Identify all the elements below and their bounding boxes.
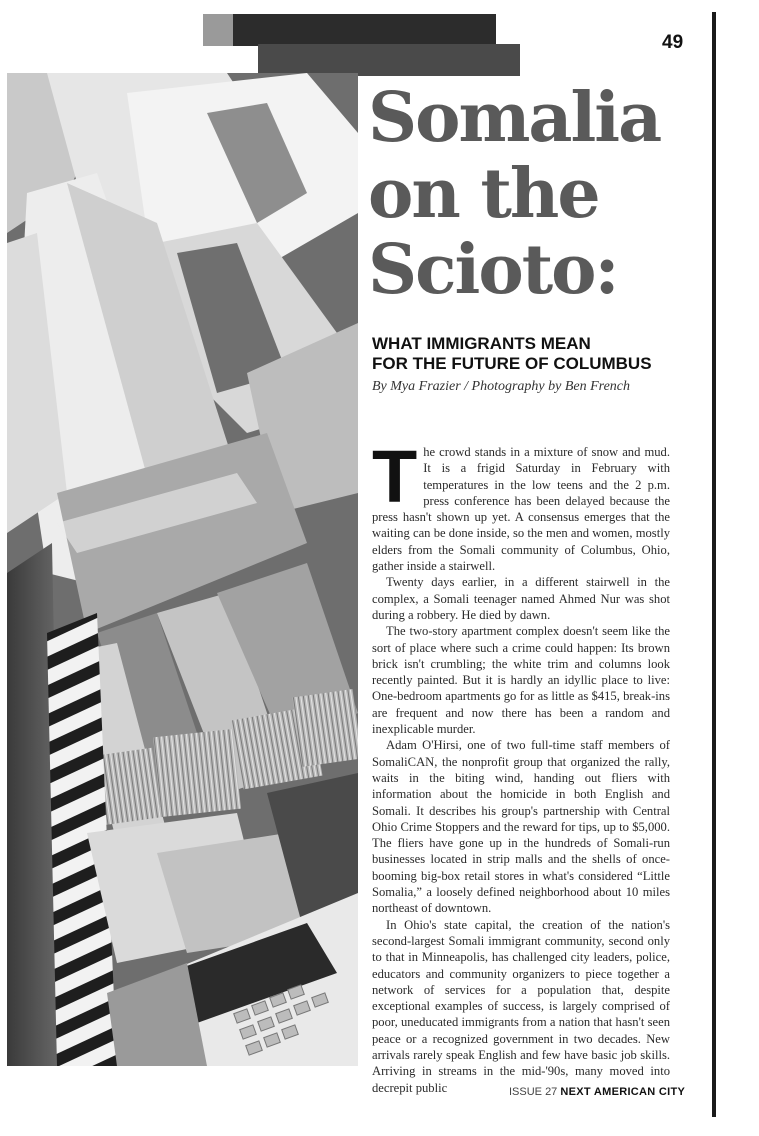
footer-publication: NEXT AMERICAN CITY bbox=[560, 1086, 686, 1098]
title-line-1: Somalia bbox=[368, 78, 661, 158]
right-margin-rule bbox=[712, 12, 716, 1117]
header-decor-bar-top bbox=[203, 14, 496, 46]
header-decor-bar-bottom bbox=[258, 44, 520, 76]
article-paragraph-5: In Ohio's state capital, the creation of the nation's second-largest Somali immigrant community, second only to that in Minneapolis, has challenged city leaders, police, educators and community organizers to piece together a network of services for a population that, despite exceptional examples of success, is largely comprised of poor, uneducated immigrants from a nation that hasn't seen peace or a recognized government in two decades. New arrivals rarely speak English and few have basic job skills. Arriving in streams in the mid-'90s, many moved into decrepit public bbox=[372, 917, 670, 1095]
title-line-2: on the bbox=[368, 154, 599, 234]
subtitle-line-2: FOR THE FUTURE OF COLUMBUS bbox=[372, 354, 652, 373]
header-decor-bar-accent bbox=[203, 14, 233, 46]
footer-issue: ISSUE 27 bbox=[509, 1086, 558, 1098]
article-paragraph-4: Adam O'Hirsi, one of two full-time staff members of SomaliCAN, the nonprofit group that organized the rally, waits in the biting wind, handing out fliers with information about the homicide in both English and Somali. It describes his group's partnership with Central Ohio Crime Stoppers and the reward for tips, up to $5,000. The fliers have gone up in the hundreds of Somali-run businesses located in strip malls and the shells of once-booming big-box retail stores in what's considered “Little Somalia,” a loosely defined neighborhood about 10 miles northeast of downtown. bbox=[372, 738, 670, 916]
article-paragraph-3: The two-story apartment complex doesn't seem like the sort of place where such a crime could happen: Its brown brick isn't crumbling; the white trim and columns look recently painted. But it is hardly an idyllic place to live: One-bedroom apartments go for as little as $415, break-ins are frequent and now there has been a random and inexplicable murder. bbox=[372, 624, 670, 737]
page-footer bbox=[509, 1086, 685, 1098]
scarves-photo bbox=[7, 73, 358, 1066]
article-body bbox=[372, 435, 670, 1096]
page-number: 49 bbox=[662, 32, 684, 53]
drop-cap: T bbox=[372, 435, 418, 518]
article-subtitle bbox=[372, 334, 652, 374]
article-paragraph-2: Twenty days earlier, in a different stairwell in the complex, a Somali teenager named Ahmed Nur was shot during a robbery. He died by dawn. bbox=[372, 575, 670, 622]
title-line-3: Scioto: bbox=[368, 230, 618, 310]
article-paragraph-1 bbox=[372, 435, 670, 574]
subtitle-line-1: WHAT IMMIGRANTS MEAN bbox=[372, 334, 591, 353]
article-title bbox=[368, 80, 708, 308]
byline: By Mya Frazier / Photography by Ben French bbox=[372, 379, 631, 394]
scarves-photo-illustration bbox=[7, 73, 358, 1066]
first-paragraph-text: he crowd stands in a mixture of snow and mud. It is a frigid Saturday in February with temperatures in the low teens and the 2 p.m. press conference has been delayed because the press hasn't shown up yet. A consensus emerges that the waiting can be done inside, so the men and women, mostly elders from the Somali community of Columbus, Ohio, gather inside a stairwell. bbox=[372, 445, 670, 574]
